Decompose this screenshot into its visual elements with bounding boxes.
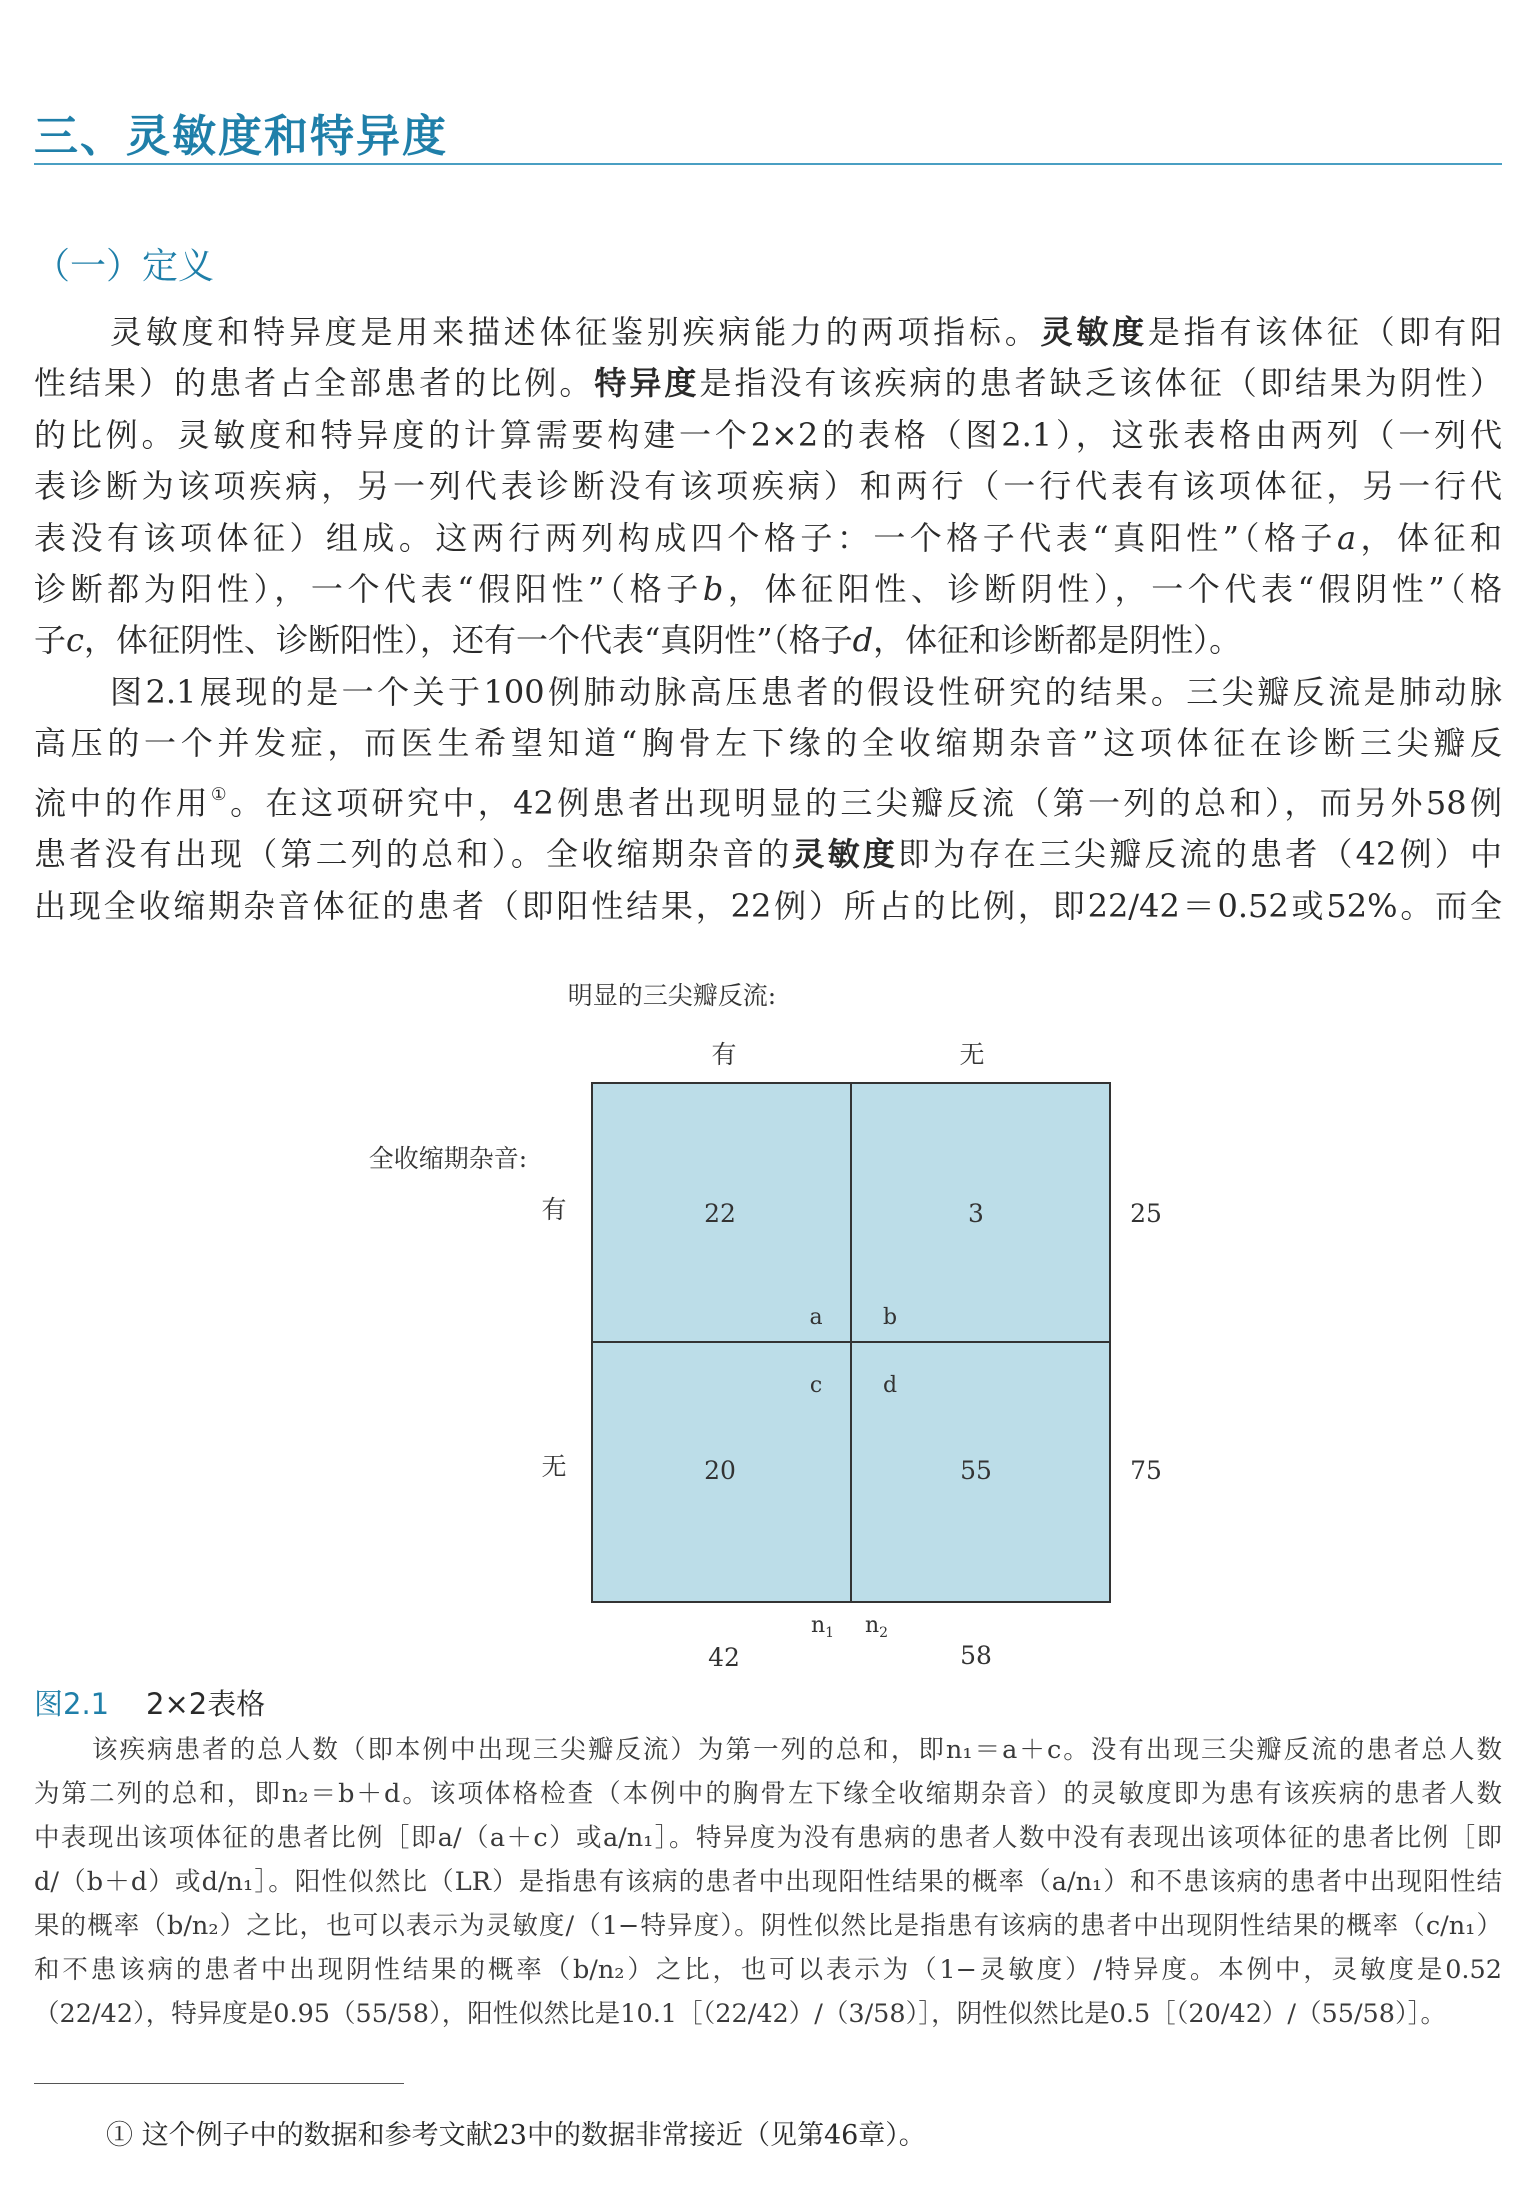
- paragraph1-line: 的比例。灵敏度和特异度的计算需要构建一个2×2的表格（图2.1），这张表格由两列（一列代: [34, 415, 1502, 454]
- caption-line: d/（b＋d）或d/n₁］。阳性似然比（LR）是指患有该病的患者中出现阳性结果的概率（a/n₁）和不患该病的患者中出现阳性结: [34, 1867, 1502, 1897]
- col-header: 明显的三尖瓣反流:: [567, 981, 777, 1010]
- page: [34, 0, 1502, 2198]
- row1-total: 25: [1130, 1199, 1162, 1228]
- paragraph1-line: 表诊断为该项疾病，另一列代表诊断没有该项疾病）和两行（一行代表有该项体征，另一行代: [34, 467, 1502, 506]
- paragraph1-line: 子c，体征阴性、诊断阳性），还有一个代表“真阴性”（格子d，体征和诊断都是阴性）。: [34, 621, 1242, 660]
- footnote: ① 这个例子中的数据和参考文献23中的数据非常接近（见第46章）。: [106, 2120, 926, 2151]
- row-header: 全收缩期杂音:: [368, 1144, 528, 1173]
- paragraph2-line: 图2.1展现的是一个关于100例肺动脉高压患者的假设性研究的结果。三尖瓣反流是肺动脉: [110, 672, 1502, 711]
- paragraph1-line: 诊断都为阳性），一个代表“假阳性”（格子b，体征阳性、诊断阴性），一个代表“假阴性”（格: [34, 570, 1502, 609]
- col2-n-label: $n_2$: [865, 1613, 889, 1641]
- caption-line: （22/42），特异度是0.95（55/58），阳性似然比是10.1［（22/42）/（3/58）］，阴性似然比是0.5［（20/42）/（55/58）］。: [34, 1999, 1446, 2029]
- figure-caption-title: [34, 1682, 265, 1723]
- figure-number: 图2.1: [34, 1687, 110, 1721]
- cell-a-value: 22: [704, 1199, 736, 1228]
- caption-line: 为第二列的总和，即n₂＝b＋d。该项体格检查（本例中的胸骨左下缘全收缩期杂音）的灵敏度即为患有该疾病的患者人数: [34, 1779, 1502, 1809]
- subsection-title: （一）定义: [34, 246, 215, 287]
- paragraph2-line: 患者没有出现（第二列的总和）。全收缩期杂音的灵敏度即为存在三尖瓣反流的患者（42例）中: [34, 835, 1502, 874]
- cell-c-value: 20: [704, 1456, 736, 1485]
- caption-line: 该疾病患者的总人数（即本例中出现三尖瓣反流）为第一列的总和，即n₁＝a＋c。没有出现三尖瓣反流的患者总人数: [92, 1735, 1502, 1765]
- paragraph1-line: 灵敏度和特异度是用来描述体征鉴别疾病能力的两项指标。灵敏度是指有该体征（即有阳: [110, 313, 1502, 351]
- paragraph2-line: 流中的作用①。在这项研究中，42例患者出现明显的三尖瓣反流（第一列的总和），而另外58例: [34, 783, 1502, 822]
- section-rule: [34, 163, 1502, 165]
- col2-total: 58: [960, 1641, 992, 1670]
- paragraph1-line: 性结果）的患者占全部患者的比例。特异度是指没有该疾病的患者缺乏该体征（即结果为阴性）: [34, 364, 1502, 403]
- cell-d-value: 55: [960, 1456, 992, 1485]
- paragraph2-line: 高压的一个并发症，而医生希望知道“胸骨左下缘的全收缩期杂音”这项体征在诊断三尖瓣反: [34, 724, 1502, 763]
- cell-d-label: d: [882, 1373, 898, 1398]
- paragraph1-line: 表没有该项体征）组成。这两行两列构成四个格子：一个格子代表“真阳性”（格子a，体征和: [34, 518, 1502, 557]
- row2-total: 75: [1130, 1456, 1162, 1485]
- col1-n-label: $n_1$: [811, 1613, 835, 1641]
- row-yes-label: 有: [541, 1195, 567, 1224]
- col1-total: 42: [708, 1643, 740, 1672]
- figure-2x2-table: [34, 960, 1502, 1680]
- paragraph2-line: 出现全收缩期杂音体征的患者（即阳性结果，22例）所占的比例，即22/42＝0.52或52%。而全: [34, 886, 1502, 925]
- row-no-label: 无: [541, 1452, 567, 1481]
- figure-title: 2×2表格: [146, 1687, 266, 1721]
- figure-caption: [34, 1728, 1502, 2036]
- cell-a-label: a: [809, 1305, 823, 1330]
- body-text: [34, 307, 1502, 932]
- caption-line: 果的概率（b/n₂）之比，也可以表示为灵敏度/（1−特异度）。阴性似然比是指患有该病的患者中出现阴性结果的概率（c/n₁）: [34, 1911, 1502, 1941]
- col-yes-label: 有: [711, 1040, 737, 1069]
- cell-b-value: 3: [968, 1199, 984, 1228]
- caption-line: 中表现出该项体征的患者比例［即a/（a＋c）或a/n₁］。特异度为没有患病的患者人数中没有表现出该项体征的患者比例［即: [34, 1823, 1502, 1853]
- section-title: 三、灵敏度和特异度: [34, 111, 448, 162]
- caption-line: 和不患该病的患者中出现阴性结果的概率（b/n₂）之比，也可以表示为（1−灵敏度）/特异度。本例中，灵敏度是0.52: [34, 1955, 1502, 1985]
- footnote-rule: [34, 2083, 404, 2084]
- cell-b-label: b: [882, 1305, 898, 1330]
- col-no-label: 无: [959, 1040, 985, 1069]
- cell-c-label: c: [809, 1373, 823, 1398]
- figure-svg: [34, 960, 1502, 1680]
